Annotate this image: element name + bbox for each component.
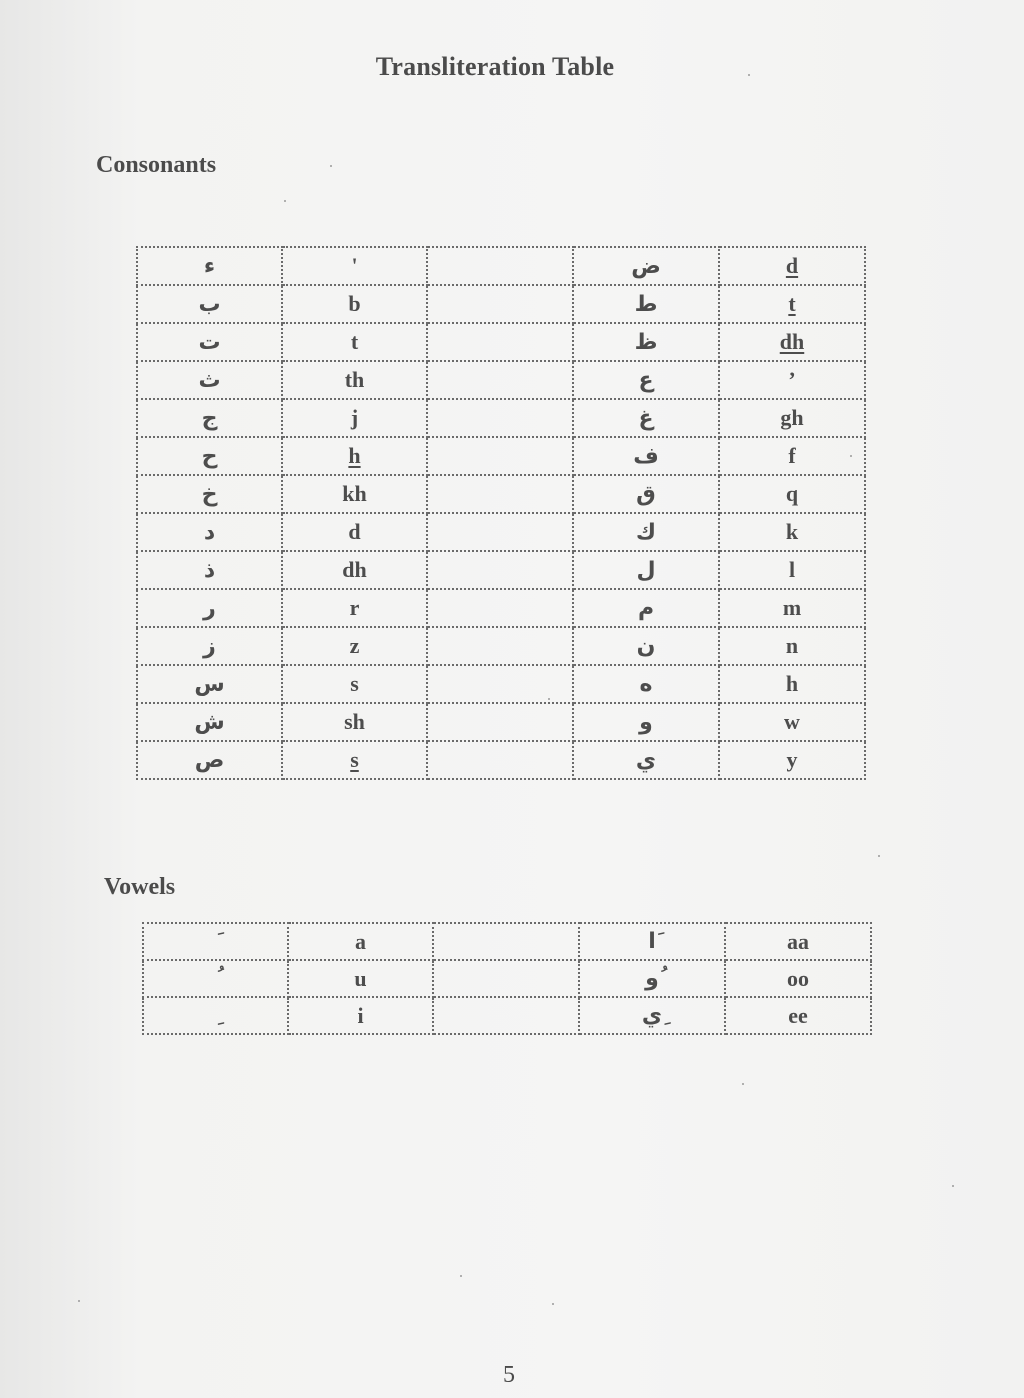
- table-row: [137, 627, 865, 665]
- table-row: [137, 361, 865, 399]
- scan-speck: [878, 855, 880, 857]
- transliteration-cell: [719, 627, 865, 665]
- scan-speck: [330, 165, 332, 167]
- transliteration-cell: [282, 589, 427, 627]
- transliteration: u: [354, 965, 367, 991]
- table-row: [137, 589, 865, 627]
- transliteration: q: [785, 481, 799, 506]
- consonants-heading: Consonants: [96, 152, 217, 178]
- arabic-letter-cell: ي: [573, 741, 719, 779]
- transliteration: h: [785, 671, 799, 696]
- arabic-letter-cell: َا: [579, 923, 725, 960]
- transliteration-cell: [282, 703, 427, 741]
- empty-spacer-cell: [427, 589, 573, 627]
- arabic-letter-cell: ش: [137, 703, 282, 741]
- arabic-letter-cell: ص: [137, 741, 282, 779]
- empty-spacer-cell: [427, 285, 573, 323]
- empty-spacer-cell: [433, 960, 579, 997]
- arabic-letter-cell: ف: [573, 437, 719, 475]
- empty-spacer-cell: [427, 247, 573, 285]
- transliteration-cell: [282, 475, 427, 513]
- arabic-letter-cell: ح: [137, 437, 282, 475]
- arabic-letter-cell: ض: [573, 247, 719, 285]
- transliteration-cell: [282, 665, 427, 703]
- vowels-table: [142, 922, 872, 1035]
- empty-spacer-cell: [427, 513, 573, 551]
- scan-speck: [952, 1185, 954, 1187]
- table-row: [137, 437, 865, 475]
- empty-spacer-cell: [427, 627, 573, 665]
- transliteration-cell: [719, 247, 865, 285]
- empty-spacer-cell: [433, 997, 579, 1034]
- empty-spacer-cell: [427, 437, 573, 475]
- transliteration-cell: [282, 323, 427, 361]
- transliteration-cell: [282, 247, 427, 285]
- arabic-letter-cell: و: [573, 703, 719, 741]
- arabic-letter-cell: ل: [573, 551, 719, 589]
- vowels-table-body: [143, 923, 871, 1034]
- arabic-letter-cell: ر: [137, 589, 282, 627]
- transliteration: gh: [780, 405, 804, 430]
- empty-spacer-cell: [427, 551, 573, 589]
- arabic-letter-cell: ج: [137, 399, 282, 437]
- arabic-letter-cell: ت: [137, 323, 282, 361]
- table-row: [137, 247, 865, 285]
- empty-spacer-cell: [427, 323, 573, 361]
- scan-speck: [742, 1083, 744, 1085]
- arabic-letter-cell: ث: [137, 361, 282, 399]
- scan-speck: [460, 1275, 462, 1277]
- table-row: [143, 923, 871, 960]
- empty-spacer-cell: [427, 741, 573, 779]
- transliteration-cell: [282, 741, 427, 779]
- transliteration: th: [344, 367, 365, 392]
- arabic-letter-cell: ط: [573, 285, 719, 323]
- table-row: [137, 703, 865, 741]
- table-row: [137, 513, 865, 551]
- transliteration-cell: [719, 475, 865, 513]
- transliteration: a: [355, 928, 366, 954]
- transliteration: t: [788, 291, 796, 316]
- transliteration-cell: [719, 741, 865, 779]
- transliteration: y: [786, 747, 798, 772]
- transliteration-cell: [719, 703, 865, 741]
- page-title: Transliteration Table: [375, 52, 615, 81]
- transliteration: dh: [342, 557, 367, 582]
- transliteration: b: [348, 291, 361, 316]
- transliteration: h: [348, 443, 361, 468]
- arabic-letter-cell: [143, 923, 288, 960]
- transliteration: k: [785, 519, 799, 544]
- page-number: 5: [503, 1362, 515, 1388]
- empty-spacer-cell: [427, 361, 573, 399]
- table-row: [137, 741, 865, 779]
- arabic-letter-cell: [143, 960, 288, 997]
- transliteration: l: [788, 557, 796, 582]
- arabic-letter-cell: غ: [573, 399, 719, 437]
- transliteration: t: [350, 329, 359, 354]
- scan-speck: [748, 74, 750, 76]
- scan-speck: [284, 200, 286, 202]
- transliteration-cell: [719, 323, 865, 361]
- transliteration-cell: [282, 513, 427, 551]
- scan-speck: [78, 1300, 80, 1302]
- transliteration-cell: [725, 997, 871, 1034]
- transliteration: f: [788, 443, 796, 468]
- transliteration-cell: [719, 399, 865, 437]
- transliteration: n: [785, 633, 799, 658]
- transliteration-cell: [719, 513, 865, 551]
- transliteration: m: [782, 595, 802, 620]
- arabic-letter-cell: ب: [137, 285, 282, 323]
- scan-speck: [548, 698, 550, 700]
- transliteration: kh: [342, 481, 367, 506]
- transliteration: z: [349, 633, 360, 658]
- transliteration-cell: [288, 923, 433, 960]
- transliteration-cell: [288, 997, 433, 1034]
- transliteration-cell: [719, 437, 865, 475]
- vowels-heading: Vowels: [104, 874, 176, 900]
- transliteration: r: [349, 595, 360, 620]
- consonants-table: [136, 246, 866, 780]
- arabic-letter-cell: ه: [573, 665, 719, 703]
- transliteration: ': [351, 253, 358, 278]
- arabic-letter-cell: خ: [137, 475, 282, 513]
- transliteration: d: [785, 253, 799, 278]
- transliteration: oo: [787, 965, 809, 991]
- transliteration-cell: [725, 960, 871, 997]
- arabic-letter-cell: [143, 997, 288, 1034]
- transliteration-cell: [282, 285, 427, 323]
- transliteration-cell: [719, 551, 865, 589]
- transliteration-cell: [719, 361, 865, 399]
- transliteration: aa: [787, 928, 809, 954]
- empty-spacer-cell: [427, 665, 573, 703]
- transliteration: s: [350, 747, 359, 772]
- transliteration-cell: [719, 285, 865, 323]
- transliteration: s: [350, 671, 359, 696]
- arabic-letter-cell: ز: [137, 627, 282, 665]
- transliteration: d: [348, 519, 361, 544]
- consonants-table-body: [137, 247, 865, 779]
- table-row: [137, 665, 865, 703]
- arabic-letter-cell: ذ: [137, 551, 282, 589]
- table-row: [143, 960, 871, 997]
- arabic-letter-cell: ن: [573, 627, 719, 665]
- table-row: [137, 551, 865, 589]
- table-row: [143, 997, 871, 1034]
- arabic-letter-cell: م: [573, 589, 719, 627]
- arabic-letter-cell: ُو: [579, 960, 725, 997]
- transliteration-cell: [282, 361, 427, 399]
- arabic-letter-cell: ظ: [573, 323, 719, 361]
- scan-speck: [850, 455, 852, 457]
- transliteration-cell: [288, 960, 433, 997]
- arabic-letter-cell: ق: [573, 475, 719, 513]
- arabic-letter-cell: ع: [573, 361, 719, 399]
- table-row: [137, 475, 865, 513]
- table-row: [137, 285, 865, 323]
- transliteration: w: [784, 709, 800, 734]
- arabic-letter-cell: ِي: [579, 997, 725, 1034]
- arabic-letter-cell: س: [137, 665, 282, 703]
- arabic-letter-cell: ء: [137, 247, 282, 285]
- transliteration: dh: [779, 329, 805, 354]
- empty-spacer-cell: [427, 399, 573, 437]
- transliteration-cell: [282, 437, 427, 475]
- transliteration: sh: [344, 709, 365, 734]
- transliteration: ’: [788, 367, 796, 392]
- transliteration: i: [357, 1002, 364, 1028]
- arabic-letter-cell: د: [137, 513, 282, 551]
- transliteration-cell: [282, 627, 427, 665]
- transliteration: ee: [788, 1002, 808, 1028]
- empty-spacer-cell: [427, 703, 573, 741]
- arabic-letter-cell: ك: [573, 513, 719, 551]
- empty-spacer-cell: [427, 475, 573, 513]
- transliteration-cell: [719, 665, 865, 703]
- transliteration-cell: [719, 589, 865, 627]
- empty-spacer-cell: [433, 923, 579, 960]
- table-row: [137, 399, 865, 437]
- transliteration-cell: [282, 551, 427, 589]
- transliteration-cell: [725, 923, 871, 960]
- transliteration: j: [350, 405, 359, 430]
- transliteration-cell: [282, 399, 427, 437]
- table-row: [137, 323, 865, 361]
- scan-speck: [552, 1303, 554, 1305]
